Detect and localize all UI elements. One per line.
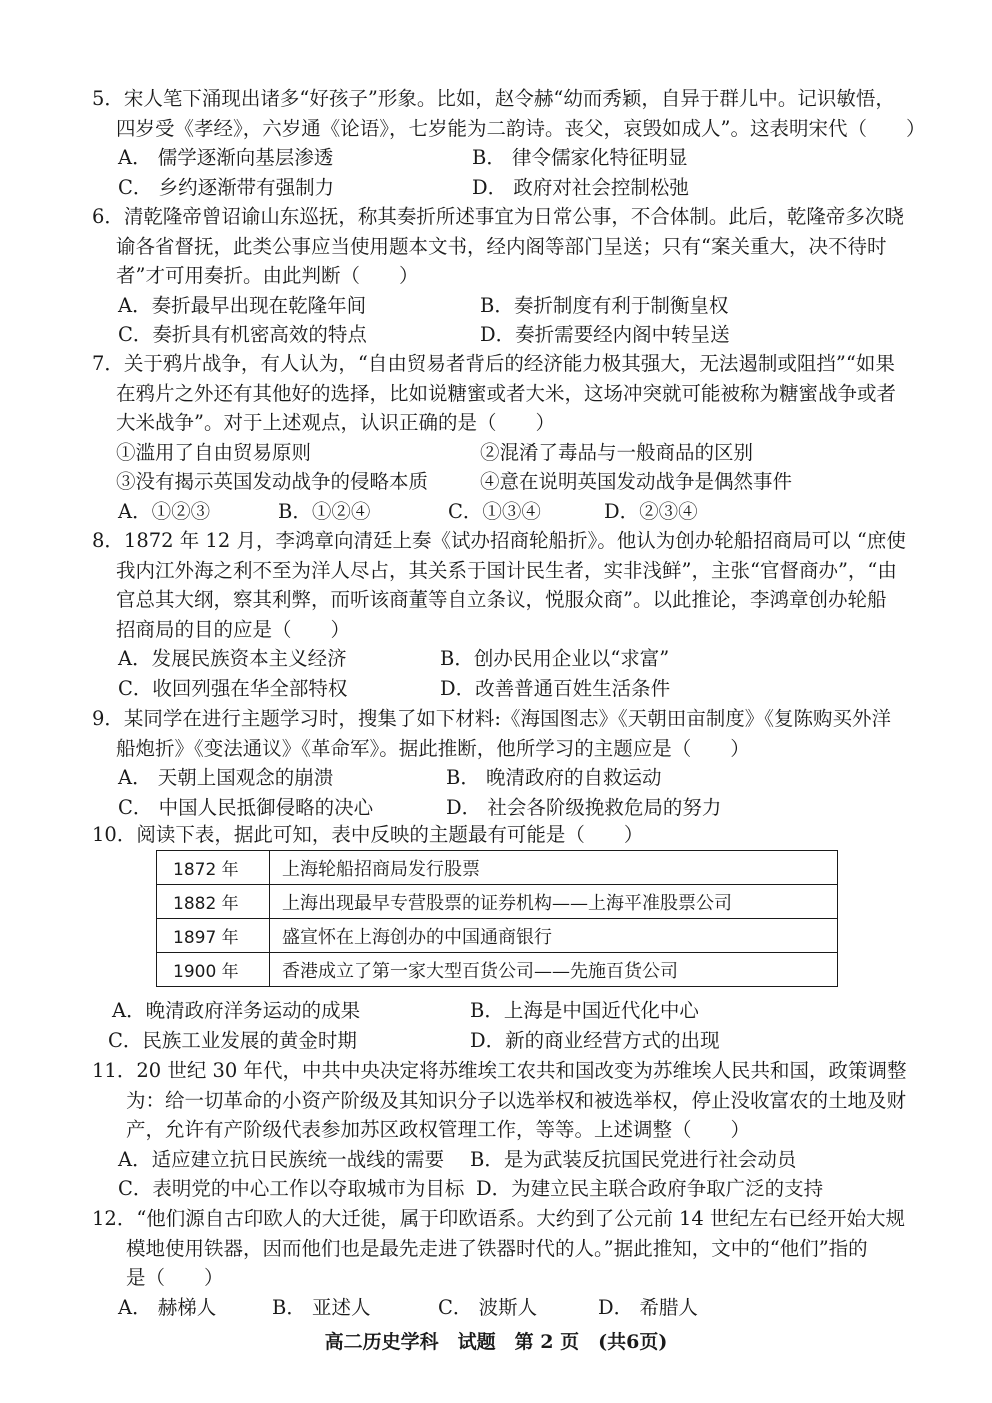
question-6-options-row-2 [92, 320, 922, 350]
item-2: ②混淆了毒品与一般商品的区别 [480, 440, 754, 464]
page-footer: 高二历史学科 试题 第 2 页 (共6页) [324, 1331, 668, 1353]
question-11-options-row-2 [92, 1174, 922, 1204]
question-5-options-row-2 [92, 173, 922, 203]
item-1: ①滥用了自由贸易原则 [116, 440, 312, 464]
question-8-options-row-1 [92, 644, 922, 674]
question-11 [92, 1056, 922, 1204]
table-event: 上海出现最早专营股票的证券机构——上海平准股票公司 [270, 885, 838, 919]
table-event: 上海轮船招商局发行股票 [270, 851, 838, 885]
question-6-line-3: 者”才可用奏折。由此判断（ ） [116, 264, 419, 288]
question-8-line-3: 官总其大纲，察其利弊，而听该商董等自立条议，悦服众商”。以此推论，李鸿章创办轮船 [116, 588, 887, 612]
question-10-options-row-1 [84, 996, 914, 1026]
option-d[interactable]: D．新的商业经营方式的出现 [470, 1028, 720, 1052]
option-a[interactable]: A． 天朝上国观念的崩溃 [118, 766, 334, 790]
question-12-line-2: 模地使用铁器，因而他们也是最先走进了铁器时代的人。”据此推知，文中的“他们”指的 [126, 1236, 868, 1260]
question-11-options-row-1 [92, 1145, 922, 1175]
table-row [157, 851, 838, 885]
option-c[interactable]: C． 波斯人 [438, 1295, 538, 1319]
question-10-table [156, 850, 838, 987]
table-event: 盛宣怀在上海创办的中国通商银行 [270, 919, 838, 953]
question-5-line-2: 四岁受《孝经》，六岁通《论语》，七岁能为二韵诗。丧父，哀毁如成人”。这表明宋代（ ） [116, 116, 926, 140]
table-year: 1897 年 [157, 919, 270, 953]
option-a[interactable]: A． 赫梯人 [118, 1295, 217, 1319]
question-8-line-2: 我内江外海之利不至为洋人尽占，其关系于国计民生者，实非浅鲜”，主张“官督商办”，“由 [116, 558, 897, 582]
question-12-line-1: 12．“他们源自古印欧人的大迁徙，属于印欧语系。大约到了公元前 14 世纪左右已经开始大规 [92, 1207, 905, 1230]
question-11-line-1: 11．20 世纪 30 年代，中共中央决定将苏维埃工农共和国改变为苏维埃人民共和国，政策调整 [92, 1059, 907, 1082]
option-b[interactable]: B．是为武装反抗国民党进行社会动员 [470, 1147, 797, 1171]
question-11-line-2: 为：给一切革命的小资产阶级及其知识分子以选举权和被选举权，停止没收富农的土地及财 [126, 1088, 907, 1112]
option-d[interactable]: D． 希腊人 [598, 1295, 698, 1319]
question-10-options-row-2 [84, 1026, 914, 1056]
question-8-options-row-2 [92, 674, 922, 704]
table-year: 1882 年 [157, 885, 270, 919]
option-b[interactable]: B． 律令儒家化特征明显 [472, 146, 688, 170]
option-a[interactable]: A．奏折最早出现在乾隆年间 [118, 293, 367, 317]
question-10-options [84, 996, 914, 1055]
question-6-line-2: 谕各省督抚，此类公事应当使用题本文书，经内阁等部门呈送；只有“案关重大，决不待时 [116, 234, 887, 258]
question-6-line-1: 6．清乾隆帝曾诏谕山东巡抚，称其奏折所述事宜为日常公事，不合体制。此后，乾隆帝多次晓 [92, 205, 904, 228]
option-d[interactable]: D． 社会各阶级挽救危局的努力 [446, 795, 722, 819]
option-c[interactable]: C．表明党的中心工作以夺取城市为目标 [118, 1177, 465, 1201]
table-year: 1900 年 [157, 953, 270, 987]
question-7-options-row [92, 497, 922, 527]
option-a[interactable]: A．发展民族资本主义经济 [118, 647, 347, 671]
question-12-line-3: 是（ ） [126, 1266, 224, 1290]
option-b[interactable]: B．奏折制度有利于制衡皇权 [480, 293, 729, 317]
option-b[interactable]: B．上海是中国近代化中心 [470, 999, 699, 1022]
question-8 [92, 526, 922, 704]
item-4: ④意在说明英国发动战争是偶然事件 [480, 470, 793, 494]
table-year: 1872 年 [157, 851, 270, 885]
question-12 [92, 1204, 922, 1322]
option-b[interactable]: B．①②④ [278, 499, 371, 523]
question-9-line-2: 船炮折》《变法通议》《革命军》。据此推断，他所学习的主题应是（ ） [116, 736, 750, 760]
option-c[interactable]: C．①③④ [448, 499, 541, 523]
option-d[interactable]: D．②③④ [604, 499, 698, 523]
question-5 [92, 84, 926, 202]
question-11-line-3: 产，允许有产阶级代表参加苏区政权管理工作，等等。上述调整（ ） [126, 1118, 751, 1142]
option-b[interactable]: B．创办民用企业以“求富” [440, 647, 670, 671]
option-d[interactable]: D．奏折需要经内阁中转呈送 [480, 323, 730, 347]
question-8-line-1: 8．1872 年 12 月，李鸿章向清廷上奏《试办招商轮船折》。他认为创办轮船招商局可以 “庶使 [92, 529, 906, 552]
question-8-line-4: 招商局的目的应是（ ） [116, 617, 351, 641]
question-6-options-row-1 [92, 291, 922, 321]
table-row [157, 885, 838, 919]
question-9-options-row-1 [92, 763, 922, 793]
table-row [157, 953, 838, 987]
option-a[interactable]: A．①②③ [118, 499, 211, 523]
option-b[interactable]: B． 晚清政府的自救运动 [446, 766, 662, 790]
question-7-line-1: 7．关于鸦片战争，有人认为，“自由贸易者背后的经济能力极其强大，无法遏制或阻挡”“如果 [92, 352, 895, 375]
option-a[interactable]: A．晚清政府洋务运动的成果 [112, 999, 361, 1022]
question-5-line-1: 5．宋人笔下涌现出诸多“好孩子”形象。比如，赵令赫“幼而秀颖，自异于群儿中。记识敏悟， [92, 87, 895, 110]
question-7-line-2: 在鸦片之外还有其他好的选择，比如说糖蜜或者大米，这场冲突就可能被称为糖蜜战争或者 [116, 381, 897, 405]
option-b[interactable]: B． 亚述人 [272, 1295, 371, 1319]
question-12-options-row [92, 1293, 922, 1323]
question-7-line-3: 大米战争”。对于上述观点，认识正确的是（ ） [116, 411, 555, 435]
option-d[interactable]: D．为建立民主联合政府争取广泛的支持 [476, 1177, 824, 1201]
question-10 [92, 820, 922, 850]
table-event: 香港成立了第一家大型百货公司——先施百货公司 [270, 953, 838, 987]
table-row [157, 919, 838, 953]
option-c[interactable]: C． 乡约逐渐带有强制力 [118, 175, 335, 199]
question-10-stem: 10．阅读下表，据此可知，表中反映的主题最有可能是（ ） [92, 823, 644, 846]
option-d[interactable]: D．改善普通百姓生活条件 [440, 676, 671, 700]
option-c[interactable]: C． 中国人民抵御侵略的决心 [118, 795, 374, 819]
question-9-options-row-2 [92, 793, 922, 823]
question-9 [92, 704, 922, 822]
question-5-options-row-1 [92, 143, 922, 173]
option-c[interactable]: C．民族工业发展的黄金时期 [108, 1028, 357, 1052]
option-c[interactable]: C．奏折具有机密高效的特点 [118, 323, 367, 347]
option-d[interactable]: D． 政府对社会控制松弛 [472, 175, 689, 199]
question-9-line-1: 9．某同学在进行主题学习时，搜集了如下材料:《海国图志》《天朝田亩制度》《复陈购买外洋 [92, 707, 891, 730]
option-c[interactable]: C．收回列强在华全部特权 [118, 676, 348, 700]
option-a[interactable]: A．适应建立抗日民族统一战线的需要 [118, 1147, 445, 1171]
question-7 [92, 349, 922, 527]
item-3: ③没有揭示英国发动战争的侵略本质 [116, 470, 429, 494]
question-6 [92, 202, 922, 350]
question-7-items-row-1 [92, 438, 922, 468]
option-a[interactable]: A． 儒学逐渐向基层渗透 [118, 146, 334, 170]
question-7-items-row-2 [92, 467, 922, 497]
